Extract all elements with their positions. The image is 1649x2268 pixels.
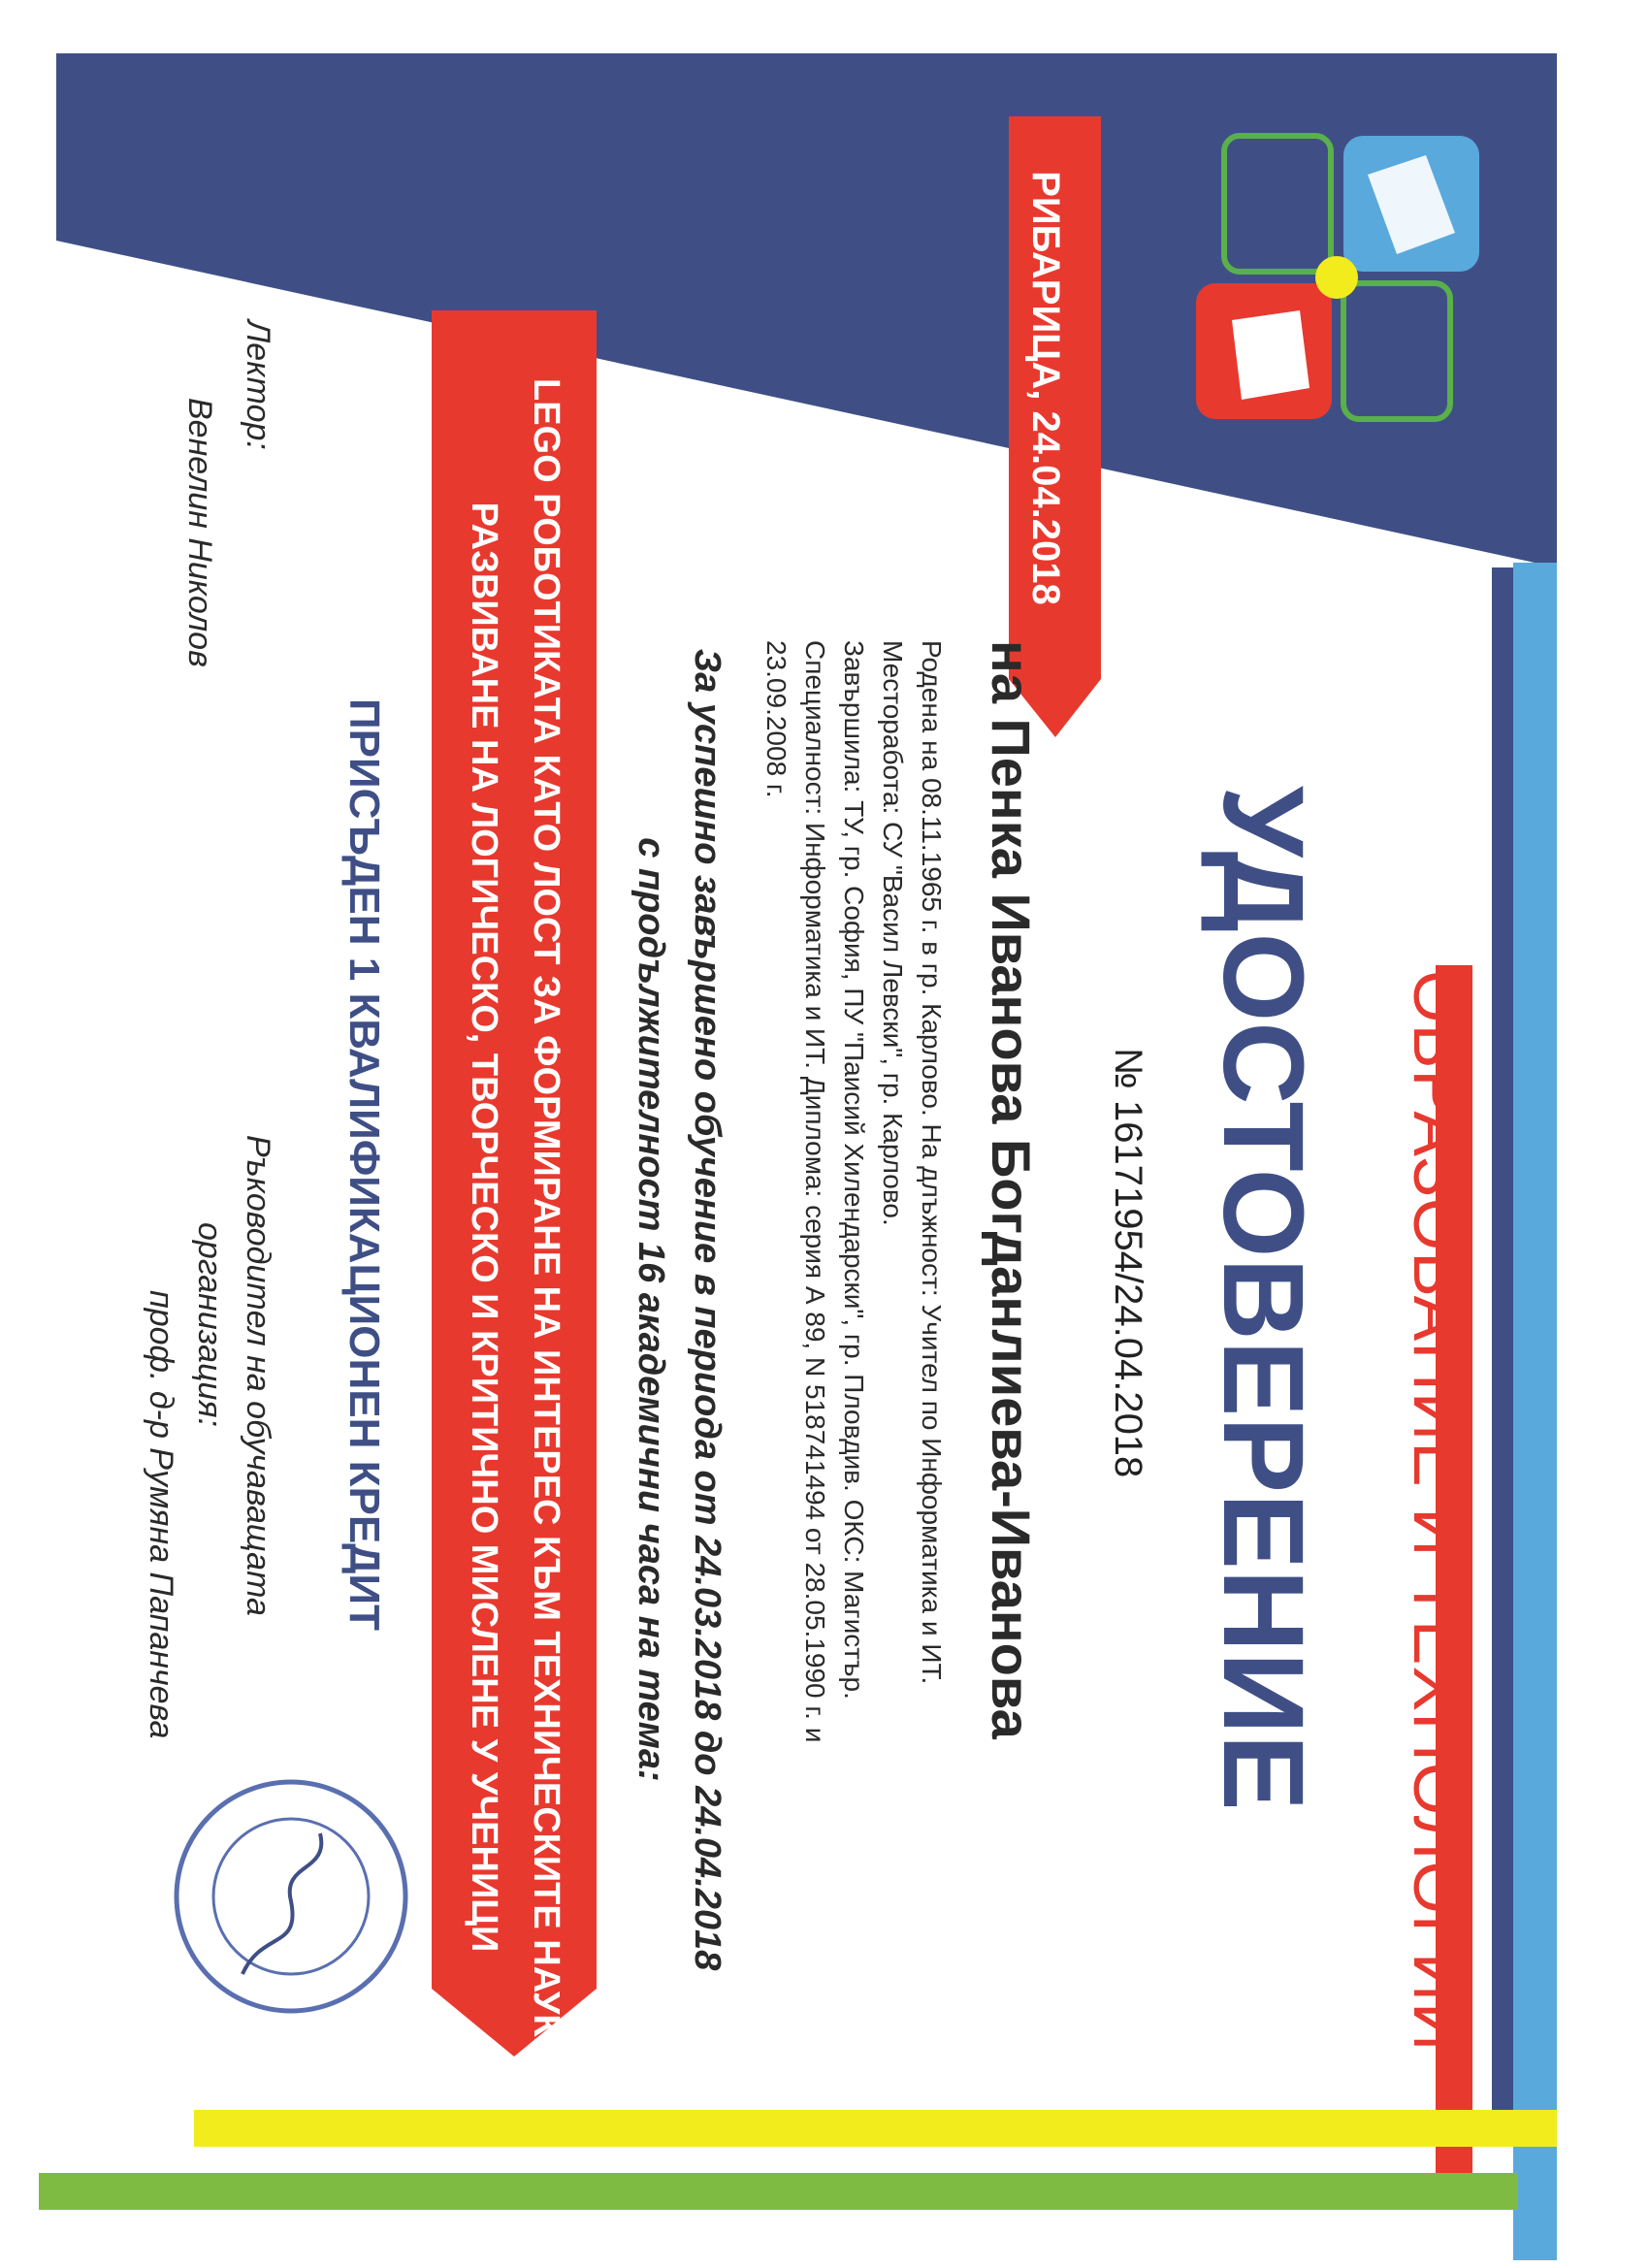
training-duration: с продължителност 16 академични часа на тема:	[630, 837, 671, 1782]
head-label: организация:	[191, 1222, 228, 1428]
detail-line: Завършила: ТУ, гр. София, ПУ "Паисий Хилендарски", гр. Пловдив. ОКС: Магистър.	[839, 640, 869, 1700]
place-date: РИБАРИЦА, 24.04.2018	[1024, 171, 1067, 605]
head-label: Ръководител на обучаващата	[240, 1135, 276, 1616]
certificate-number: № 16171954/24.04.2018	[1107, 1048, 1149, 1478]
lecturer-label: Лектор:	[240, 320, 276, 450]
credit-awarded: ПРИСЪДЕН 1 КВАЛИФИКАЦИОНЕН КРЕДИТ	[340, 698, 388, 1632]
detail-line: Родена на 08.11.1965 г. в гр. Карлово. На длъжност: Учител по Информатика и ИТ.	[917, 640, 947, 1685]
topic-line: РАЗВИВАНЕ НА ЛОГИЧЕСКО, ТВОРЧЕСКО И КРИТИЧНО МИСЛЕНЕ У УЧЕНИЦИ	[464, 502, 504, 1953]
detail-line: 23.09.2008 г.	[761, 640, 792, 798]
training-topic	[453, 378, 577, 2100]
lecturer-name: Венелин Николов	[181, 398, 218, 667]
organization-name: ОБРАЗОВАНИЕ И ТЕХНОЛОГИИ	[1400, 970, 1475, 2053]
recipient-details	[757, 640, 951, 1998]
document-title: УДОСТОВЕРЕНИЕ	[1199, 786, 1327, 1811]
detail-line: Месторабота: СУ "Васил Левски", гр. Карлово.	[878, 640, 908, 1226]
head-name: проф. д-р Румяна Папанчева	[143, 1290, 179, 1739]
recipient-name: на Пенка Иванова Богданлиева-Иванова	[981, 640, 1042, 1739]
training-period: За успешно завършено обучение в периода от 24.03.2018 до 24.04.2018	[687, 648, 728, 1971]
detail-line: Специалност: Информатика и ИТ. Диплома: серия А 89, N 518741494 от 28.05.1990 г. и	[800, 640, 830, 1743]
topic-line: LEGO РОБОТИКАТА КАТО ЛОСТ ЗА ФОРМИРАНЕ НА ИНТЕРЕС КЪМ ТЕХНИЧЕСКИТЕ НАУКИ И	[526, 378, 566, 2100]
